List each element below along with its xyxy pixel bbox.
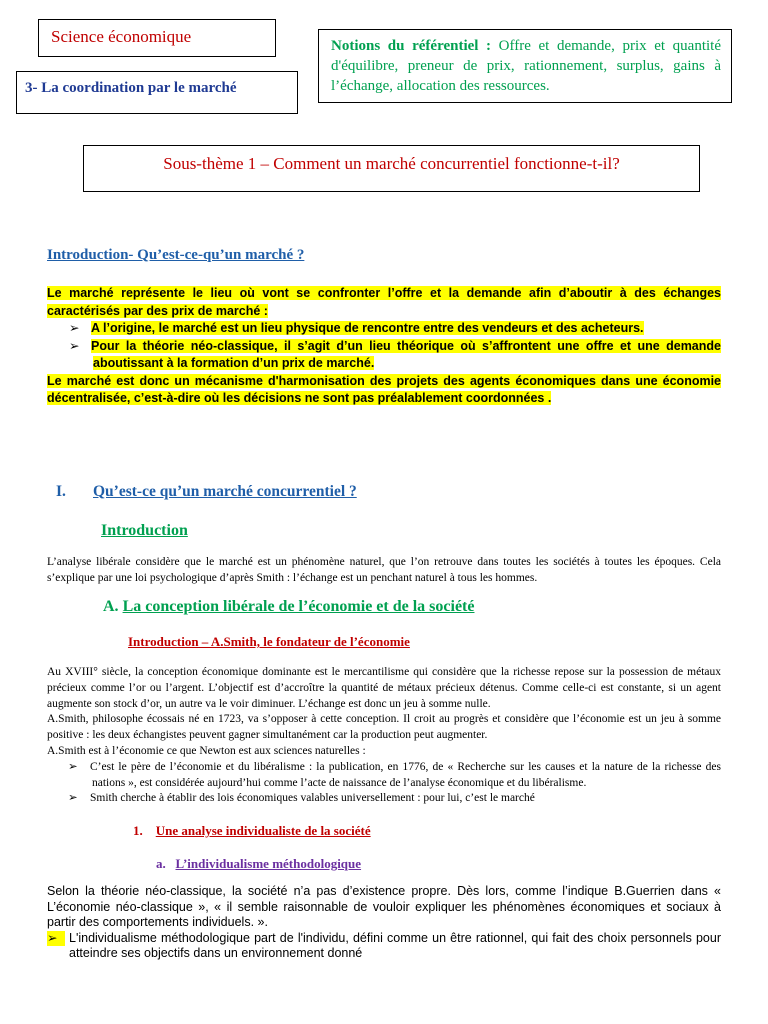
notions-text-block <box>331 36 721 96</box>
intro-block <box>47 285 721 408</box>
section-a-paragraph-2: A.Smith, philosophe écossais né en 1723, va s’opposer à cette conception. Il croit au progrès et considère que l’économie est un jeu à somme positive : les deux échangistes peuvent gagner simultanément car la production peut augmenter. <box>47 713 721 742</box>
section-a-paragraph-1: Au XVIII° siècle, la conception économique dominante est le mercantilisme qui considère que la richesse repose sur la possession de métaux précieux comme l’or ou l’argent. L’objectif est d’accroître la quantité de métaux précieux détenus. Comme celle-ci est constante, si un agent augmente son stock d’or, un autre va le voir diminuer. L’échange est donc un jeu à somme nulle. <box>47 666 721 710</box>
section-a-heading <box>103 598 474 616</box>
subsection-a-bullet: ➢ L'individualisme méthodologique part de l'individu, défini comme un être rationnel, qui fait des choix personnels pour atteindre ses objectifs dans un environnement donné <box>47 930 721 960</box>
arrow-icon: ➢ <box>69 338 80 353</box>
section-a-subheading: Introduction – A.Smith, le fondateur de l’économie <box>128 634 410 649</box>
intro-paragraph-2: Le marché est donc un mécanisme d'harmonisation des projets des agents économiques dans une économie décentralisée, c’est-à-dire où les décisions ne sont pas préalablement coordonnées . <box>47 373 721 405</box>
arrow-icon: ➢ <box>68 760 78 773</box>
chapter-title: 3- La coordination par le marché <box>25 80 237 96</box>
section-a-bullet-2: ➢ Smith cherche à établir des lois économiques valables universellement : pour lui, c’est le marché <box>47 791 721 807</box>
intro-paragraph-1: Le marché représente le lieu où vont se confronter l’offre et la demande afin d’aboutir à des échanges caractérisés par des prix de marché : <box>47 286 721 318</box>
subtheme-box <box>83 145 700 192</box>
section-a-title: La conception libérale de l’économie et de la société <box>122 598 475 615</box>
arrow-icon: ➢ <box>69 321 80 335</box>
section-a-bullet-1: ➢ C’est le père de l’économie et du libéralisme : la publication, en 1776, de « Recherche sur les causes et la nature de la richesse des nations », est considérée aujourd’hui comme l’acte de naissance de l’analyse économique et du libéralisme. <box>68 760 721 789</box>
section-1-intro-text: L’analyse libérale considère que le marché est un phénomène naturel, que l’on retrouve dans toutes les sociétés à toutes les époques. Cela s’explique par une loi psychologique d’après Smith : l’échange est un penchant naturel à tous les hommes. <box>47 556 721 584</box>
subsection-a-letter: a. <box>156 856 166 871</box>
subsection-a-paragraph: Selon la théorie néo-classique, la société n’a pas d’existence propre. Dès lors, comme l’indique B.Guerrien dans « L’économie néo-classique », « il semble raisonnable de vouloir expliquer les phénomènes économiques et sociaux à partir des comportements individuels. ». <box>47 884 721 929</box>
subtheme-title: Sous-thème 1 – Comment un marché concurrentiel fonctionne-t-il? <box>163 154 620 173</box>
intro-bullet-2: ➢ Pour la théorie néo-classique, il s’agit d’un lieu théorique où s’affrontent une offre et une demande aboutissant à la formation d’un prix de marché. <box>69 338 721 370</box>
chapter-box <box>16 71 298 114</box>
arrow-icon: ➢ <box>68 792 78 805</box>
section-1-number: I. <box>56 483 66 500</box>
notions-label: Notions du référentiel : <box>331 38 492 54</box>
section-1-title: Qu’est-ce qu’un marché concurrentiel ? <box>93 483 357 500</box>
section-1-intro-heading: Introduction <box>101 522 188 539</box>
subsection-a-title: L’individualisme méthodologique <box>175 856 362 871</box>
subsection-1-heading <box>133 823 371 839</box>
subsection-1-title: Une analyse individualiste de la société <box>155 823 371 838</box>
intro-bullet-1: ➢ A l’origine, le marché est un lieu physique de rencontre entre des vendeurs et des acheteurs. <box>47 320 721 338</box>
section-a-body <box>47 665 721 807</box>
subsection-a-heading <box>156 856 361 872</box>
notions-list: Offre et demande, prix et quantité d'équilibre, preneur de prix, rationnement, surplus, gains à l’échange, allocation des ressources. <box>331 38 721 94</box>
intro-heading: Introduction- Qu’est-ce-qu’un marché ? <box>47 247 305 263</box>
arrow-icon: ➢ <box>47 931 65 947</box>
subject-title: Science économique <box>51 27 192 46</box>
subject-box <box>38 19 276 57</box>
section-a-paragraph-3: A.Smith est à l’économie ce que Newton est aux sciences naturelles : <box>47 744 366 757</box>
section-a-prefix: A. <box>103 598 119 615</box>
subsection-1-number: 1. <box>133 823 143 838</box>
subsection-a-body <box>47 884 721 962</box>
notions-box <box>318 29 732 103</box>
